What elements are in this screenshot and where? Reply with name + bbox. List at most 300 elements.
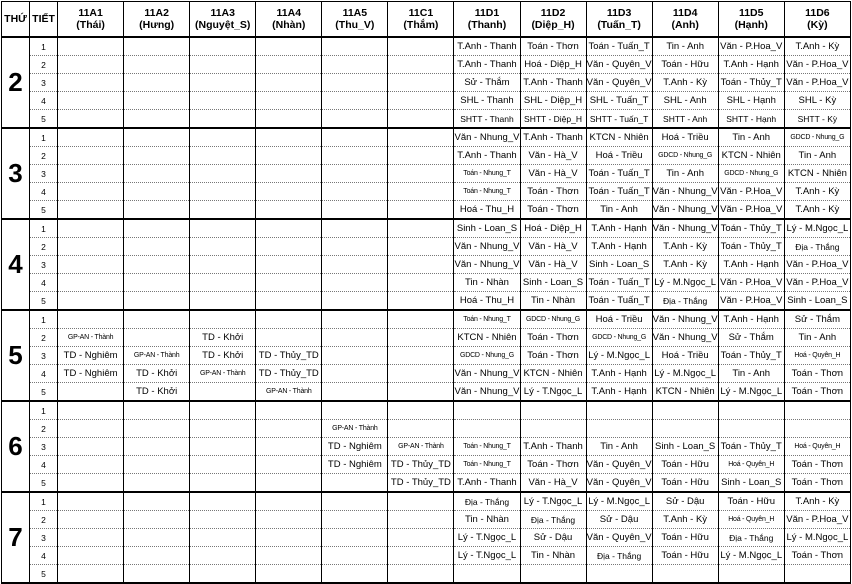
day-label: 5	[2, 310, 30, 401]
lesson-cell	[256, 128, 322, 147]
lesson-cell: TD - Thủy_TD	[256, 365, 322, 383]
lesson-cell: Văn - Nhung_V	[454, 365, 520, 383]
lesson-cell: Tin - Nhàn	[454, 274, 520, 292]
class-name: 11D1	[474, 7, 500, 19]
lesson-cell	[58, 183, 124, 201]
lesson-cell	[256, 492, 322, 511]
lesson-cell	[124, 74, 190, 92]
table-row	[2, 401, 851, 420]
lesson-cell	[58, 147, 124, 165]
lesson-cell	[190, 183, 256, 201]
lesson-cell: Toán - Thủy_T	[718, 238, 784, 256]
lesson-cell: Toán - Nhung_T	[454, 456, 520, 474]
lesson-cell: Toán - Thủy_T	[718, 347, 784, 365]
lesson-cell	[388, 256, 454, 274]
lesson-cell: Văn - P.Hoa_V	[718, 274, 784, 292]
lesson-cell	[124, 420, 190, 438]
lesson-cell	[256, 547, 322, 565]
lesson-cell	[58, 219, 124, 238]
lesson-cell: GDCD - Nhung_G	[784, 128, 850, 147]
lesson-cell: Sinh - Loan_S	[520, 274, 586, 292]
lesson-cell	[388, 56, 454, 74]
lesson-cell: Tin - Anh	[718, 128, 784, 147]
class-name: 11A3	[210, 7, 235, 19]
period-number: 4	[30, 365, 58, 383]
table-row	[2, 547, 851, 565]
class-name: 11A4	[276, 7, 302, 19]
lesson-cell	[256, 438, 322, 456]
lesson-cell: TD - Khởi	[190, 347, 256, 365]
lesson-cell: TD - Nghiêm	[322, 438, 388, 456]
period-number: 5	[30, 474, 58, 493]
lesson-cell	[190, 274, 256, 292]
lesson-cell	[322, 183, 388, 201]
lesson-cell	[322, 238, 388, 256]
period-number: 2	[30, 511, 58, 529]
lesson-cell: T.Anh - Kỳ	[652, 256, 718, 274]
lesson-cell	[322, 511, 388, 529]
lesson-cell	[652, 401, 718, 420]
lesson-cell	[256, 92, 322, 110]
lesson-cell	[124, 274, 190, 292]
lesson-cell: GDCD - Nhung_G	[586, 329, 652, 347]
period-number: 2	[30, 238, 58, 256]
table-row	[2, 110, 851, 129]
lesson-cell	[388, 183, 454, 201]
lesson-cell	[124, 128, 190, 147]
period-number: 5	[30, 110, 58, 129]
lesson-cell	[388, 219, 454, 238]
lesson-cell: GP-AN - Thành	[322, 420, 388, 438]
lesson-cell: Toán - Tuấn_T	[586, 274, 652, 292]
lesson-cell: Sử - Thắm	[454, 74, 520, 92]
class-header	[190, 2, 256, 38]
lesson-cell	[124, 37, 190, 56]
lesson-cell	[58, 56, 124, 74]
lesson-cell	[190, 565, 256, 584]
lesson-cell	[652, 565, 718, 584]
lesson-cell	[256, 238, 322, 256]
lesson-cell	[190, 92, 256, 110]
lesson-cell	[322, 37, 388, 56]
lesson-cell: Văn - Nhung_V	[454, 256, 520, 274]
lesson-cell: T.Anh - Thanh	[454, 56, 520, 74]
lesson-cell: Toán - Hữu	[718, 492, 784, 511]
table-row	[2, 37, 851, 56]
lesson-cell: Địa - Thắng	[586, 547, 652, 565]
lesson-cell: SHTT - Tuấn_T	[586, 110, 652, 129]
lesson-cell: Văn - Quyên_V	[586, 74, 652, 92]
lesson-cell	[190, 110, 256, 129]
class-header	[520, 2, 586, 38]
lesson-cell: SHTT - Kỳ	[784, 110, 850, 129]
lesson-cell: Toán - Nhung_T	[454, 183, 520, 201]
lesson-cell	[256, 529, 322, 547]
table-row	[2, 529, 851, 547]
header-row	[2, 2, 851, 38]
lesson-cell	[256, 147, 322, 165]
lesson-cell	[454, 401, 520, 420]
class-teacher: (Thanh)	[467, 19, 507, 31]
period-number: 4	[30, 274, 58, 292]
lesson-cell: Hoá - Triều	[652, 128, 718, 147]
lesson-cell: Toán - Thơn	[520, 347, 586, 365]
lesson-cell: Sinh - Loan_S	[784, 292, 850, 311]
lesson-cell	[190, 147, 256, 165]
lesson-cell	[388, 74, 454, 92]
lesson-cell	[256, 474, 322, 493]
lesson-cell	[124, 110, 190, 129]
table-row	[2, 474, 851, 493]
lesson-cell: Tin - Anh	[718, 365, 784, 383]
lesson-cell: Địa - Thắng	[454, 492, 520, 511]
lesson-cell: Văn - Hà_V	[520, 147, 586, 165]
lesson-cell	[124, 438, 190, 456]
lesson-cell	[124, 310, 190, 329]
lesson-cell	[388, 511, 454, 529]
lesson-cell: Lý - T.Ngọc_L	[520, 383, 586, 402]
lesson-cell: T.Anh - Thanh	[520, 438, 586, 456]
lesson-cell	[58, 565, 124, 584]
period-number: 4	[30, 183, 58, 201]
lesson-cell	[124, 292, 190, 311]
table-row	[2, 165, 851, 183]
lesson-cell: TD - Khởi	[190, 329, 256, 347]
lesson-cell: Hoá - Triều	[586, 310, 652, 329]
lesson-cell	[58, 456, 124, 474]
period-number: 1	[30, 310, 58, 329]
lesson-cell: T.Anh - Thanh	[520, 74, 586, 92]
lesson-cell	[388, 347, 454, 365]
lesson-cell	[190, 383, 256, 402]
lesson-cell: Sinh - Loan_S	[454, 219, 520, 238]
lesson-cell: Lý - T.Ngọc_L	[454, 547, 520, 565]
lesson-cell: Sinh - Loan_S	[586, 256, 652, 274]
lesson-cell	[784, 420, 850, 438]
lesson-cell	[388, 128, 454, 147]
lesson-cell	[388, 238, 454, 256]
period-number: 4	[30, 456, 58, 474]
lesson-cell: T.Anh - Kỳ	[652, 74, 718, 92]
lesson-cell: Hoá - Triều	[652, 347, 718, 365]
lesson-cell: Toán - Thủy_T	[718, 219, 784, 238]
lesson-cell	[718, 401, 784, 420]
lesson-cell	[454, 565, 520, 584]
period-number: 5	[30, 201, 58, 220]
lesson-cell: Lý - M.Ngọc_L	[586, 492, 652, 511]
lesson-cell: Văn - Nhung_V	[652, 310, 718, 329]
table-row	[2, 92, 851, 110]
lesson-cell: Tin - Nhàn	[520, 547, 586, 565]
lesson-cell: KTCN - Nhiên	[520, 365, 586, 383]
lesson-cell	[190, 492, 256, 511]
lesson-cell: Tin - Nhàn	[520, 292, 586, 311]
class-teacher: (Thu_V)	[335, 19, 375, 31]
lesson-cell: Toán - Nhung_T	[454, 438, 520, 456]
table-row	[2, 511, 851, 529]
lesson-cell: Văn - P.Hoa_V	[718, 37, 784, 56]
lesson-cell: SHTT - Diệp_H	[520, 110, 586, 129]
period-number: 1	[30, 37, 58, 56]
class-name: 11D4	[672, 7, 698, 19]
table-row	[2, 256, 851, 274]
lesson-cell: Văn - Nhung_V	[652, 219, 718, 238]
lesson-cell	[124, 565, 190, 584]
lesson-cell	[190, 474, 256, 493]
lesson-cell	[454, 420, 520, 438]
lesson-cell	[322, 92, 388, 110]
period-number: 4	[30, 92, 58, 110]
lesson-cell: Tin - Nhàn	[454, 511, 520, 529]
class-teacher: (Tuấn_T)	[597, 19, 641, 31]
lesson-cell	[58, 401, 124, 420]
class-header	[718, 2, 784, 38]
lesson-cell: TD - Thủy_TD	[388, 474, 454, 493]
lesson-cell: Văn - Quyên_V	[586, 56, 652, 74]
period-number: 3	[30, 165, 58, 183]
lesson-cell	[256, 401, 322, 420]
lesson-cell	[256, 256, 322, 274]
lesson-cell: Toán - Nhung_T	[454, 310, 520, 329]
class-header	[586, 2, 652, 38]
table-row	[2, 347, 851, 365]
lesson-cell: Hoá - Quyên_H	[784, 438, 850, 456]
lesson-cell: Lý - T.Ngọc_L	[454, 529, 520, 547]
lesson-cell: Hoá - Diệp_H	[520, 56, 586, 74]
lesson-cell	[58, 256, 124, 274]
lesson-cell	[124, 547, 190, 565]
lesson-cell	[322, 529, 388, 547]
lesson-cell: T.Anh - Hạnh	[718, 56, 784, 74]
lesson-cell: Văn - P.Hoa_V	[784, 74, 850, 92]
lesson-cell: T.Anh - Hạnh	[586, 383, 652, 402]
lesson-cell: Tin - Anh	[784, 147, 850, 165]
class-teacher: (Hạnh)	[734, 19, 768, 31]
lesson-cell: Toán - Hữu	[652, 529, 718, 547]
lesson-cell	[322, 492, 388, 511]
table-row	[2, 292, 851, 311]
lesson-cell	[586, 420, 652, 438]
lesson-cell: Toán - Thơn	[784, 474, 850, 493]
lesson-cell: Sử - Dậu	[520, 529, 586, 547]
lesson-cell: Toán - Thơn	[520, 329, 586, 347]
class-header	[784, 2, 850, 38]
lesson-cell	[388, 547, 454, 565]
lesson-cell	[58, 492, 124, 511]
lesson-cell: T.Anh - Kỳ	[784, 183, 850, 201]
table-row	[2, 74, 851, 92]
lesson-cell: Toán - Thơn	[520, 456, 586, 474]
class-teacher: (Nhàn)	[272, 19, 306, 31]
lesson-cell: Toán - Thơn	[784, 383, 850, 402]
class-teacher: (Kỳ)	[807, 19, 828, 31]
period-number: 1	[30, 219, 58, 238]
lesson-cell: T.Anh - Kỳ	[784, 37, 850, 56]
lesson-cell	[388, 292, 454, 311]
lesson-cell	[190, 238, 256, 256]
lesson-cell	[322, 256, 388, 274]
lesson-cell: TD - Khởi	[124, 365, 190, 383]
lesson-cell	[124, 238, 190, 256]
lesson-cell	[58, 511, 124, 529]
period-number: 2	[30, 329, 58, 347]
class-header	[58, 2, 124, 38]
lesson-cell: Văn - Nhung_V	[454, 128, 520, 147]
lesson-cell: T.Anh - Hạnh	[586, 365, 652, 383]
lesson-cell: T.Anh - Hạnh	[586, 219, 652, 238]
lesson-cell: Sử - Dậu	[652, 492, 718, 511]
lesson-cell: GDCD - Nhung_G	[718, 165, 784, 183]
lesson-cell	[322, 347, 388, 365]
table-row	[2, 274, 851, 292]
class-header	[388, 2, 454, 38]
lesson-cell	[190, 201, 256, 220]
lesson-cell	[322, 401, 388, 420]
lesson-cell	[388, 274, 454, 292]
class-header	[652, 2, 718, 38]
lesson-cell	[322, 147, 388, 165]
lesson-cell	[652, 420, 718, 438]
lesson-cell: Toán - Thủy_T	[718, 438, 784, 456]
lesson-cell	[58, 274, 124, 292]
lesson-cell	[388, 529, 454, 547]
lesson-cell	[124, 219, 190, 238]
lesson-cell	[124, 183, 190, 201]
lesson-cell	[388, 365, 454, 383]
class-header	[454, 2, 520, 38]
lesson-cell: Sử - Dậu	[586, 511, 652, 529]
lesson-cell: Văn - Hà_V	[520, 238, 586, 256]
lesson-cell: SHTT - Hạnh	[718, 110, 784, 129]
lesson-cell: KTCN - Nhiên	[718, 147, 784, 165]
lesson-cell	[718, 565, 784, 584]
lesson-cell	[256, 37, 322, 56]
lesson-cell	[388, 110, 454, 129]
table-row	[2, 219, 851, 238]
lesson-cell	[124, 529, 190, 547]
lesson-cell	[58, 292, 124, 311]
class-name: 11D5	[738, 7, 764, 19]
lesson-cell	[256, 274, 322, 292]
lesson-cell: Lý - M.Ngọc_L	[652, 365, 718, 383]
lesson-cell: T.Anh - Thanh	[454, 37, 520, 56]
lesson-cell	[190, 511, 256, 529]
lesson-cell: Hoá - Quyên_H	[784, 347, 850, 365]
lesson-cell: Văn - P.Hoa_V	[784, 56, 850, 74]
lesson-cell	[256, 511, 322, 529]
timetable	[1, 1, 851, 584]
lesson-cell	[190, 310, 256, 329]
lesson-cell: Toán - Thủy_T	[718, 74, 784, 92]
lesson-cell: Toán - Hữu	[652, 547, 718, 565]
lesson-cell	[322, 292, 388, 311]
lesson-cell: Văn - P.Hoa_V	[784, 256, 850, 274]
lesson-cell: GP-AN - Thành	[388, 438, 454, 456]
lesson-cell	[190, 128, 256, 147]
lesson-cell: Địa - Thắng	[652, 292, 718, 311]
class-name: 11C1	[408, 7, 434, 19]
lesson-cell	[586, 565, 652, 584]
lesson-cell: Văn - P.Hoa_V	[718, 292, 784, 311]
lesson-cell: Địa - Thắng	[520, 511, 586, 529]
lesson-cell	[58, 383, 124, 402]
lesson-cell	[124, 56, 190, 74]
lesson-cell	[190, 547, 256, 565]
table-row	[2, 310, 851, 329]
period-number: 1	[30, 128, 58, 147]
lesson-cell: KTCN - Nhiên	[784, 165, 850, 183]
table-row	[2, 56, 851, 74]
lesson-cell	[124, 456, 190, 474]
lesson-cell	[784, 401, 850, 420]
lesson-cell	[190, 420, 256, 438]
lesson-cell	[388, 383, 454, 402]
lesson-cell	[124, 401, 190, 420]
lesson-cell	[784, 565, 850, 584]
period-number: 3	[30, 256, 58, 274]
class-name: 11A5	[342, 7, 368, 19]
period-number: 5	[30, 383, 58, 402]
day-label: 7	[2, 492, 30, 583]
lesson-cell: Văn - Quyên_V	[586, 456, 652, 474]
lesson-cell: GDCD - Nhung_G	[454, 347, 520, 365]
lesson-cell	[256, 565, 322, 584]
lesson-cell: Lý - M.Ngọc_L	[652, 274, 718, 292]
table-row	[2, 383, 851, 402]
lesson-cell: Lý - M.Ngọc_L	[718, 383, 784, 402]
class-name: 11D3	[606, 7, 632, 19]
lesson-cell: Toán - Tuấn_T	[586, 292, 652, 311]
lesson-cell	[124, 329, 190, 347]
lesson-cell: SHTT - Thanh	[454, 110, 520, 129]
class-teacher: (Nguyệt_S)	[195, 19, 251, 31]
day-label: 4	[2, 219, 30, 310]
lesson-cell: Toán - Thơn	[520, 183, 586, 201]
lesson-cell	[322, 56, 388, 74]
lesson-cell	[58, 238, 124, 256]
lesson-cell: T.Anh - Thanh	[454, 474, 520, 493]
lesson-cell	[256, 56, 322, 74]
lesson-cell: T.Anh - Hạnh	[586, 238, 652, 256]
lesson-cell	[322, 128, 388, 147]
class-header	[124, 2, 190, 38]
lesson-cell	[190, 256, 256, 274]
lesson-cell: Toán - Thơn	[784, 547, 850, 565]
table-row	[2, 329, 851, 347]
lesson-cell: Toán - Hữu	[652, 56, 718, 74]
lesson-cell	[520, 565, 586, 584]
lesson-cell	[190, 219, 256, 238]
period-number: 2	[30, 420, 58, 438]
lesson-cell: GDCD - Nhung_G	[520, 310, 586, 329]
lesson-cell: GP-AN - Thành	[256, 383, 322, 402]
timetable-body	[2, 37, 851, 583]
lesson-cell	[190, 456, 256, 474]
lesson-cell	[256, 110, 322, 129]
lesson-cell: T.Anh - Thanh	[520, 128, 586, 147]
lesson-cell	[256, 456, 322, 474]
lesson-cell: T.Anh - Kỳ	[652, 238, 718, 256]
lesson-cell	[124, 165, 190, 183]
lesson-cell	[256, 420, 322, 438]
lesson-cell	[256, 201, 322, 220]
lesson-cell: Địa - Thắng	[784, 238, 850, 256]
lesson-cell: SHL - Tuấn_T	[586, 92, 652, 110]
lesson-cell: KTCN - Nhiên	[652, 383, 718, 402]
lesson-cell: Toán - Tuấn_T	[586, 165, 652, 183]
lesson-cell: T.Anh - Hạnh	[718, 310, 784, 329]
lesson-cell: Hoá - Quyên_H	[718, 456, 784, 474]
